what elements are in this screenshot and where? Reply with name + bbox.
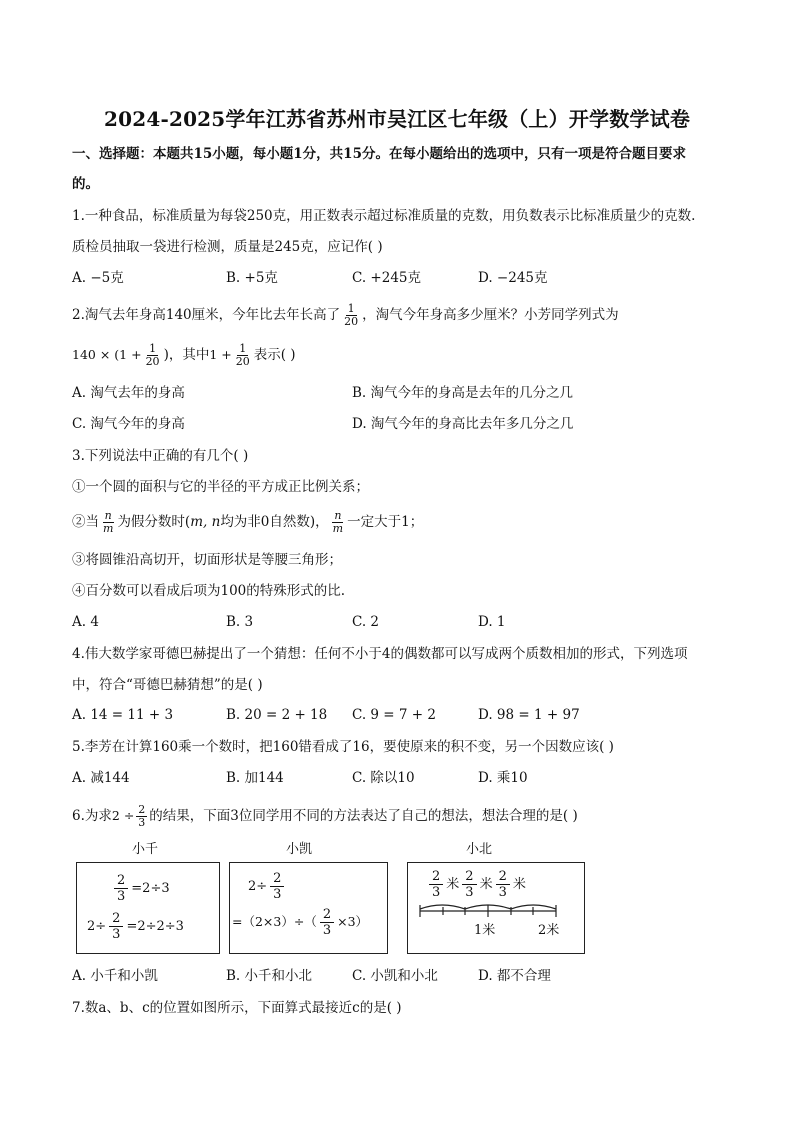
q3-s2-f: 一定大于1； <box>347 514 424 530</box>
box3-unit-3: 米 <box>512 877 526 892</box>
q2-formula-line <box>72 343 296 368</box>
q6-option-c[interactable]: C. 小凯和小北 <box>352 968 438 984</box>
box1-frac-num: 2 <box>114 873 128 889</box>
box3-segment-diagram <box>414 897 560 921</box>
box1-line1 <box>111 873 170 904</box>
q2-frac2-num: 1 <box>149 342 157 355</box>
q6-frac-num: 2 <box>138 803 146 816</box>
xiaoqian-method-box <box>76 862 220 954</box>
box2-l2-a: =（2×3）÷（ <box>232 914 317 929</box>
q6-option-d[interactable]: D. 都不合理 <box>478 968 551 984</box>
exam-title: 2024-2025学年江苏省苏州市吴江区七年级（上）开学数学试卷 <box>103 107 691 131</box>
box3-mark-1m: 1米 <box>474 923 496 938</box>
q3-option-d[interactable]: D. 1 <box>478 614 506 630</box>
q6-pre: 6.为求 <box>72 808 112 824</box>
box1-frac2 <box>109 911 123 942</box>
q1-option-a[interactable]: A. −5克 <box>72 270 124 286</box>
q6-expr: 2 ÷ <box>111 808 135 823</box>
q6-text <box>72 804 578 829</box>
q3-frac-num: n <box>104 509 112 522</box>
q4-option-d[interactable]: D. 98 = 1 + 97 <box>478 707 580 723</box>
q5-option-d[interactable]: D. 乘10 <box>478 770 528 786</box>
q2-fraction-3 <box>234 343 252 368</box>
q3-statement-2 <box>72 510 423 535</box>
q1-option-c[interactable]: C. +245克 <box>352 270 422 286</box>
q4-option-a[interactable]: A. 14 = 11 + 3 <box>72 707 174 723</box>
q2-option-d[interactable]: D. 淘气今年的身高比去年多几分之几 <box>352 416 574 432</box>
q3-statement-4: ④百分数可以看成后项为100的特殊形式的比. <box>72 583 346 599</box>
student-name-xiaobei: 小北 <box>466 842 493 857</box>
box2-frac <box>270 871 284 902</box>
q1-text: 1.一种食品，标准质量为每袋250克，用正数表示超过标准质量的克数，用负数表示比标准质量少的克数. <box>72 208 696 224</box>
q3-frac2-num: n <box>334 509 342 522</box>
q6-option-a[interactable]: A. 小千和小凯 <box>72 968 158 984</box>
q2-expr2: 1 + <box>209 347 232 362</box>
box2-line2 <box>232 907 368 938</box>
q6-post: 的结果，下面3位同学用不同的方法表达了自己的想法，想法合理的是( ) <box>149 808 578 824</box>
q6-fraction <box>136 804 147 829</box>
box3-frac-3 <box>496 869 510 900</box>
q6-option-b[interactable]: B. 小千和小北 <box>226 968 313 984</box>
box3-fracs <box>426 869 526 900</box>
box3-frac3-den: 3 <box>498 885 507 900</box>
q2-expr: 140 × (1 + <box>72 347 142 362</box>
q3-text: 3.下列说法中正确的有几个( ) <box>72 448 249 464</box>
section-heading: 一、选择题：本题共15小题，每小题1分，共15分。在每小题给出的选项中，只有一项是符合题目要求 <box>72 146 686 162</box>
q4-text-cont: 中，符合“哥德巴赫猜想”的是( ) <box>72 677 263 693</box>
q3-fraction-2 <box>331 510 345 535</box>
q3-option-a[interactable]: A. 4 <box>72 614 99 630</box>
box3-frac2-den: 3 <box>465 885 474 900</box>
box2-l2-b: ×3） <box>337 914 369 929</box>
q3-fraction <box>101 510 115 535</box>
q3-s2-vars: m, n <box>190 514 221 530</box>
q6-frac-den: 3 <box>138 816 146 829</box>
box3-frac1-num: 2 <box>429 869 443 885</box>
student-name-xiaokai: 小凯 <box>286 842 313 857</box>
q3-frac2-den: m <box>332 522 344 535</box>
q2-text <box>72 303 619 328</box>
box1-frac <box>114 873 128 904</box>
box1-frac-den: 3 <box>117 889 126 904</box>
box1-l2-a: 2÷ <box>87 919 107 934</box>
box3-frac1-den: 3 <box>432 885 441 900</box>
box1-line2 <box>87 911 184 942</box>
q2-fraction <box>342 303 360 328</box>
q3-statement-3: ③将圆锥沿高切开，切面形状是等腰三角形； <box>72 552 342 568</box>
student-name-xiaoqian: 小千 <box>132 842 159 857</box>
box1-frac2-num: 2 <box>109 911 123 927</box>
box3-unit-1: 米 <box>446 877 460 892</box>
box3-frac2-num: 2 <box>462 869 476 885</box>
box1-l1-rhs: =2÷3 <box>131 881 170 896</box>
q7-text: 7.数a、b、c的位置如图所示，下面算式最接近c的是( ) <box>72 1000 402 1016</box>
box3-frac-2 <box>462 869 476 900</box>
q2-option-b[interactable]: B. 淘气今年的身高是去年的几分之几 <box>352 385 574 401</box>
q2-option-a[interactable]: A. 淘气去年的身高 <box>72 385 185 401</box>
box3-frac3-num: 2 <box>496 869 510 885</box>
q3-s2-a: ②当 <box>72 514 99 530</box>
box3-frac-1 <box>429 869 443 900</box>
box2-frac-den: 3 <box>273 887 282 902</box>
q1-text-cont: 质检员抽取一袋进行检测，质量是245克，应记作( ) <box>72 239 383 255</box>
q3-frac-den: m <box>103 522 114 535</box>
xiaobei-method-box <box>407 862 585 954</box>
box2-line1 <box>248 871 287 902</box>
xiaokai-method-box <box>229 862 388 954</box>
q2-frac3-num: 1 <box>239 342 247 355</box>
q5-text: 5.李芳在计算160乘一个数时，把160错看成了16，要使原来的积不变，另一个因数应该( ) <box>72 739 614 755</box>
q1-option-d[interactable]: D. −245克 <box>478 270 548 286</box>
box2-frac-num: 2 <box>270 871 284 887</box>
q3-s2-e: 均为非0自然数)， <box>220 514 329 530</box>
q2-frac-den: 20 <box>344 315 359 328</box>
q2-frac-num: 1 <box>347 302 355 315</box>
q3-s2-b: 为假分数时( <box>117 514 191 530</box>
q4-option-c[interactable]: C. 9 = 7 + 2 <box>352 707 436 723</box>
q5-option-a[interactable]: A. 减144 <box>72 770 130 786</box>
q2-fraction-2 <box>144 343 162 368</box>
q5-option-c[interactable]: C. 除以10 <box>352 770 415 786</box>
box2-l1-a: 2÷ <box>248 879 268 894</box>
box1-frac2-den: 3 <box>112 927 121 942</box>
q2-option-c[interactable]: C. 淘气今年的身高 <box>72 416 185 432</box>
q3-statement-1: ①一个圆的面积与它的半径的平方成正比例关系； <box>72 479 369 495</box>
q2-pre: 2.淘气去年身高140厘米，今年比去年长高了 <box>72 307 341 323</box>
q2-frac2-den: 20 <box>145 355 160 368</box>
box2-frac2 <box>320 907 334 938</box>
box3-unit-2: 米 <box>479 877 493 892</box>
box3-mark-2m: 2米 <box>538 923 560 938</box>
q4-text: 4.伟大数学家哥德巴赫提出了一个猜想：任何不小于4的偶数都可以写成两个质数相加的形式，下列选项 <box>72 646 688 662</box>
q1-option-b[interactable]: B. +5克 <box>226 270 278 286</box>
q5-option-b[interactable]: B. 加144 <box>226 770 284 786</box>
section-heading-cont: 的。 <box>72 176 99 192</box>
q2-mid: )，其中 <box>163 347 210 363</box>
q2-post: ，淘气今年身高多少厘米？小芳同学列式为 <box>362 307 619 323</box>
box1-l2-b: =2÷2÷3 <box>126 919 184 934</box>
q3-option-c[interactable]: C. 2 <box>352 614 380 630</box>
q2-tail: 表示( ) <box>253 347 296 363</box>
q4-option-b[interactable]: B. 20 = 2 + 18 <box>226 707 328 723</box>
q3-option-b[interactable]: B. 3 <box>226 614 254 630</box>
box2-frac2-num: 2 <box>320 907 334 923</box>
box2-frac2-den: 3 <box>322 923 332 938</box>
q2-frac3-den: 20 <box>235 355 250 368</box>
